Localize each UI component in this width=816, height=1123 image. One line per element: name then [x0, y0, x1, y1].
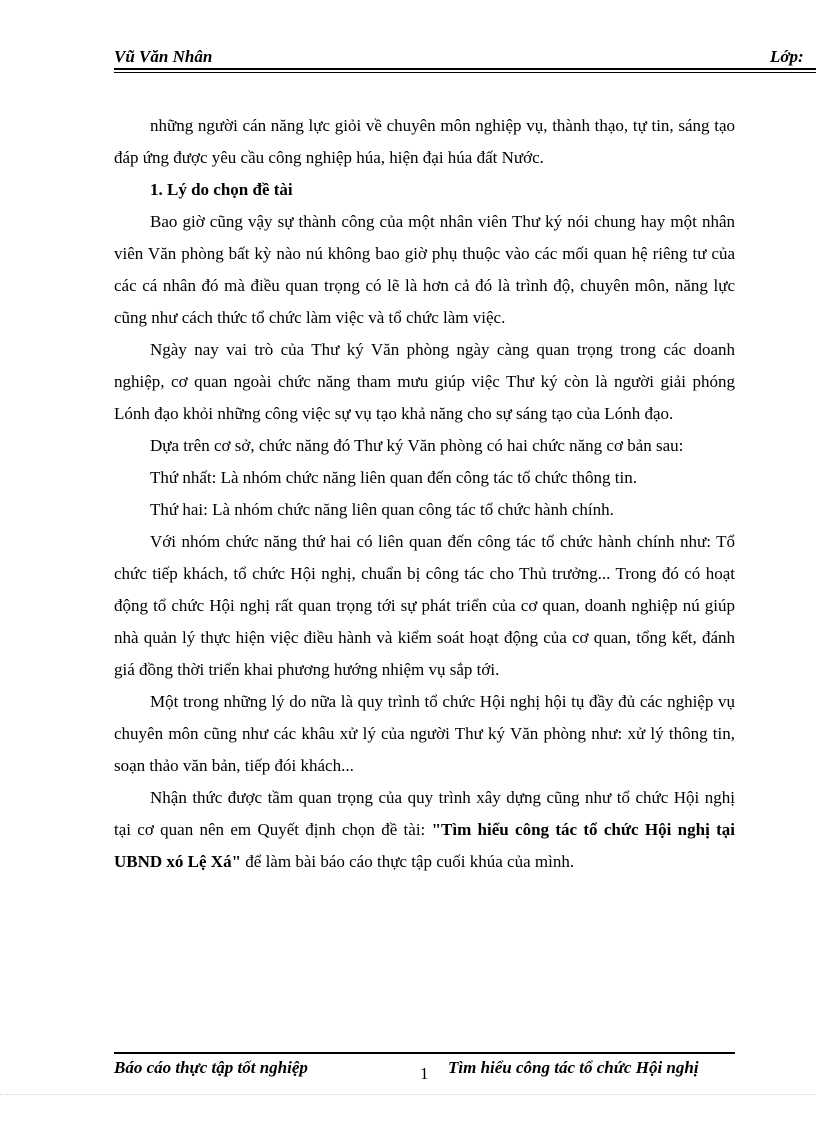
- footer-report-title: Báo cáo thực tập tốt nghiệp: [114, 1058, 308, 1077]
- paragraph-reason: Một trong những lý do nữa là quy trình tổ chức Hội nghị hội tụ đầy đủ các nghiệp vụ chuyên môn cũng như các khâu xử lý của người Thư ký Văn phòng như: xử lý thông tin, soạn thảo văn bản, tiếp đói khách...: [114, 692, 735, 775]
- paragraph-topic-choice: [114, 782, 735, 878]
- footer-rule: [114, 1052, 735, 1054]
- paragraph-first-function: Thứ nhất: Là nhóm chức năng liên quan đến công tác tổ chức thông tin.: [150, 468, 637, 487]
- topic-tail-text: để làm bài báo cáo thực tập cuối khúa của mình.: [241, 852, 575, 871]
- header-rule-thin: [114, 72, 816, 73]
- page-number: 1: [420, 1064, 429, 1083]
- paragraph-second-function: Thứ hai: Là nhóm chức năng liên quan công tác tổ chức hành chính.: [150, 500, 614, 519]
- header-rule: [114, 68, 816, 70]
- paragraph-role: Ngày nay vai trò của Thư ký Văn phòng ngày càng quan trọng trong các doanh nghiệp, cơ quan ngoài chức năng tham mưu giúp việc Thư ký còn là người giải phóng Lónh đạo khỏi những công việc sự vụ tạo khả năng cho sự sáng tạo của Lónh đạo.: [114, 340, 735, 423]
- header-class-label: Lớp:: [770, 47, 804, 66]
- paragraph-functions: Dựa trên cơ sở, chức năng đó Thư ký Văn phòng có hai chức năng cơ bản sau:: [150, 436, 684, 455]
- footer-topic-title: Tìm hiểu công tác tổ chức Hội nghị: [448, 1058, 699, 1077]
- paragraph-success: Bao giờ cũng vậy sự thành công của một nhân viên Thư ký nói chung hay một nhân viên Văn phòng bất kỳ nào nú không bao giờ phụ thuộc vào các mối quan hệ riêng tư của các cá nhân đó mà điều quan trọng có lẽ là hơn cả đó là trình độ, chuyên môn, năng lực cũng như cách thức tổ chức làm việc và tổ chức làm việc.: [114, 212, 735, 327]
- document-body: [114, 110, 735, 878]
- paragraph-administration: Với nhóm chức năng thứ hai có liên quan đến công tác tổ chức hành chính như: Tổ chức tiếp khách, tổ chức Hội nghị, chuẩn bị công tác cho Thủ trưởng... Trong đó có hoạt động tổ chức Hội nghị rất quan trọng tới sự phát triển của cơ quan, doanh nghiệp nú giúp nhà quản lý thực hiện việc điều hành và kiểm soát hoạt động của cơ quan, tổng kết, đánh giá đồng thời triển khai phương hướng nhiệm vụ sắp tới.: [114, 532, 735, 679]
- page-boundary: [0, 1094, 816, 1095]
- section-heading: 1. Lý do chọn đề tài: [150, 180, 293, 199]
- topic-title: "Tìm hiểu công tác tổ chức Hội nghị tại UBND xó Lệ Xá": [114, 820, 735, 871]
- header-author: Vũ Văn Nhân: [114, 47, 213, 66]
- paragraph-intro: những người cán năng lực giỏi về chuyên môn nghiệp vụ, thành thạo, tự tin, sáng tạo đáp ứng được yêu cầu công nghiệp húa, hiện đại húa đất Nước.: [114, 116, 735, 167]
- topic-lead-text: Nhận thức được tầm quan trọng của quy trình xây dựng cũng như tổ chức Hội nghị tại cơ quan nên em Quyết định chọn đề tài:: [114, 788, 735, 839]
